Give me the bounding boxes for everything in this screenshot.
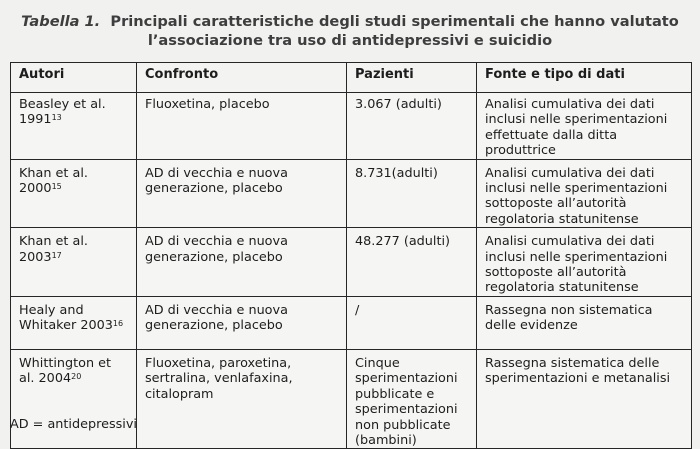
cell-source: Analisi cumulativa dei dati inclusi nelle sperimentazioni sottoposte all’autorità regolatoria statunitense	[477, 228, 692, 297]
cell-patients: 48.277 (adulti)	[347, 228, 477, 297]
cell-author	[11, 159, 137, 228]
cell-author	[11, 296, 137, 349]
cell-patients: 8.731(adulti)	[347, 159, 477, 228]
cell-comparison: Fluoxetina, placebo	[137, 93, 347, 160]
table-row	[11, 349, 692, 448]
header-confronto: Confronto	[137, 63, 347, 93]
cell-patients: /	[347, 296, 477, 349]
author-name: Healy and Whitaker 2003	[19, 302, 113, 334]
table-row	[11, 296, 692, 349]
reference-number: 20	[71, 372, 82, 382]
header-autori: Autori	[11, 63, 137, 93]
author-name: Beasley et al. 1991	[19, 97, 106, 128]
cell-author	[11, 349, 137, 448]
cell-source: Rassegna sistematica delle sperimentazioni e metanalisi	[477, 349, 692, 448]
table-row	[11, 159, 692, 228]
header-row	[11, 63, 692, 93]
cell-comparison: Fluoxetina, paroxetina, sertralina, venlafaxina, citalopram	[137, 349, 347, 448]
cell-source: Analisi cumulativa dei dati inclusi nelle sperimentazioni sottoposte all’autorità regolatoria statunitense	[477, 159, 692, 228]
table-caption	[0, 12, 700, 50]
reference-number: 17	[51, 250, 62, 260]
caption-label: Tabella 1.	[21, 13, 101, 30]
cell-source: Rassegna non sistematica delle evidenze	[477, 296, 692, 349]
author-name: Whittington et al. 2004	[19, 355, 112, 387]
footnote: AD = antidepressivi	[10, 417, 137, 432]
cell-patients: Cinque sperimentazioni pubblicate e sperimentazioni non pubblicate (bambini)	[347, 349, 477, 448]
reference-number: 16	[112, 319, 124, 329]
cell-comparison: AD di vecchia e nuova generazione, placebo	[137, 296, 347, 349]
cell-patients: 3.067 (adulti)	[347, 93, 477, 160]
caption-title-line2: l’associazione tra uso di antidepressivi e suicidio	[147, 32, 553, 49]
reference-number: 15	[51, 182, 62, 192]
header-fonte: Fonte e tipo di dati	[477, 63, 692, 93]
author-name: Khan et al. 2000	[19, 165, 88, 197]
author-name: Khan et al. 2003	[19, 234, 88, 265]
cell-comparison: AD di vecchia e nuova generazione, placebo	[137, 159, 347, 228]
table-row	[11, 93, 692, 160]
cell-source: Analisi cumulativa dei dati inclusi nelle sperimentazioni effettuate dalla ditta produttrice	[477, 93, 692, 160]
table-row	[11, 228, 692, 297]
studies-table	[10, 62, 692, 449]
caption-title-line1: Principali caratteristiche degli studi sperimentali che hanno valutato	[110, 13, 679, 30]
header-pazienti: Pazienti	[347, 63, 477, 93]
cell-comparison: AD di vecchia e nuova generazione, placebo	[137, 228, 347, 297]
cell-author	[11, 228, 137, 297]
reference-number: 13	[51, 113, 62, 123]
cell-author	[11, 93, 137, 160]
